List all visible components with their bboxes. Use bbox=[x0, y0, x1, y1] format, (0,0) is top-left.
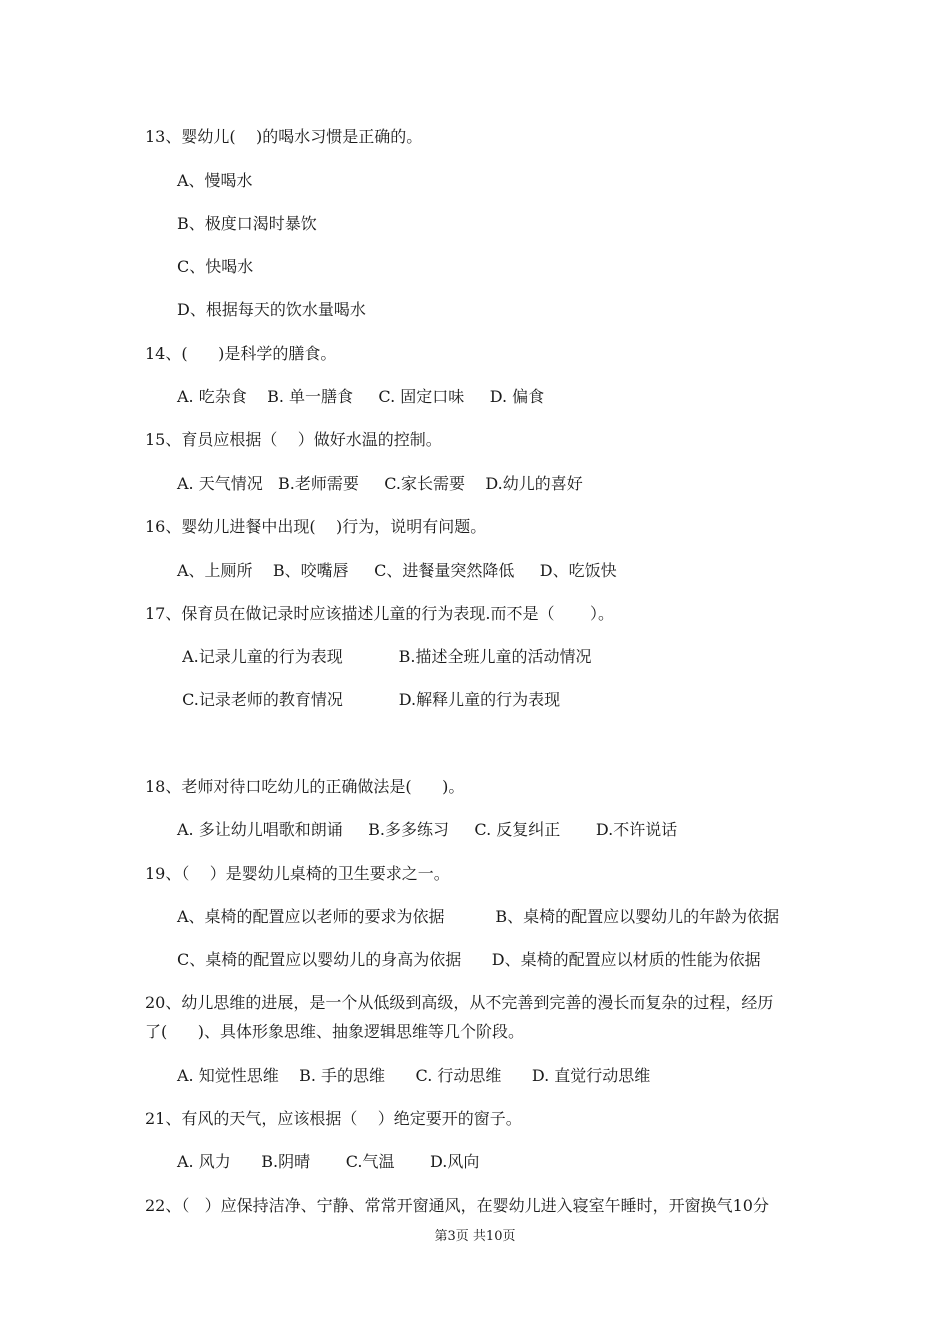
question-15-stem: 15、育员应根据（ ）做好水温的控制。 bbox=[145, 430, 442, 449]
question-18-options: A. 多让幼儿唱歌和朗诵 B.多多练习 C. 反复纠正 D.不许说话 bbox=[177, 820, 678, 839]
question-18-stem: 18、老师对待口吃幼儿的正确做法是( )。 bbox=[145, 777, 465, 796]
question-17-options-row-2: C.记录老师的教育情况 D.解释儿童的行为表现 bbox=[177, 690, 561, 709]
question-13-option-b: B、极度口渴时暴饮 bbox=[177, 214, 317, 233]
question-17-options-row-1: A.记录儿童的行为表现 B.描述全班儿童的活动情况 bbox=[177, 647, 592, 666]
question-17-stem: 17、保育员在做记录时应该描述儿童的行为表现.而不是（ ）。 bbox=[145, 604, 615, 623]
question-19-options-row-1: A、桌椅的配置应以老师的要求为依据 B、桌椅的配置应以婴幼儿的年龄为依据 bbox=[177, 907, 780, 926]
question-13-option-d: D、根据每天的饮水量喝水 bbox=[177, 300, 366, 319]
question-13-option-c: C、快喝水 bbox=[177, 257, 254, 276]
question-20-options: A. 知觉性思维 B. 手的思维 C. 行动思维 D. 直觉行动思维 bbox=[177, 1066, 651, 1085]
question-20-stem-continued: 了( )、具体形象思维、抽象逻辑思维等几个阶段。 bbox=[145, 1022, 525, 1041]
question-22-stem: 22、（ ）应保持洁净、宁静、常常开窗通风，在婴幼儿进入寝室午睡时，开窗换气10分 bbox=[145, 1196, 769, 1215]
question-19-options-row-2: C、桌椅的配置应以婴幼儿的身高为依据 D、桌椅的配置应以材质的性能为依据 bbox=[177, 950, 761, 969]
question-15-options: A. 天气情况 B.老师需要 C.家长需要 D.幼儿的喜好 bbox=[177, 474, 583, 493]
question-21-stem: 21、有风的天气，应该根据（ ）绝定要开的窗子。 bbox=[145, 1109, 522, 1128]
question-14-options: A. 吃杂食 B. 单一膳食 C. 固定口味 D. 偏食 bbox=[177, 387, 545, 406]
question-16-options: A、上厕所 B、咬嘴唇 C、进餐量突然降低 D、吃饭快 bbox=[177, 561, 617, 580]
question-13-stem: 13、婴幼儿( )的喝水习惯是正确的。 bbox=[145, 127, 423, 146]
page-footer: 第3页 共10页 bbox=[434, 1229, 516, 1244]
question-20-stem: 20、幼儿思维的进展，是一个从低级到高级，从不完善到完善的漫长而复杂的过程，经历 bbox=[145, 993, 774, 1012]
question-16-stem: 16、婴幼儿进餐中出现( )行为，说明有问题。 bbox=[145, 517, 487, 536]
question-13-option-a: A、慢喝水 bbox=[177, 171, 253, 190]
question-14-stem: 14、( )是科学的膳食。 bbox=[145, 344, 337, 363]
question-21-options: A. 风力 B.阴晴 C.气温 D.风向 bbox=[177, 1152, 480, 1171]
question-19-stem: 19、（ ）是婴幼儿桌椅的卫生要求之一。 bbox=[145, 864, 450, 883]
